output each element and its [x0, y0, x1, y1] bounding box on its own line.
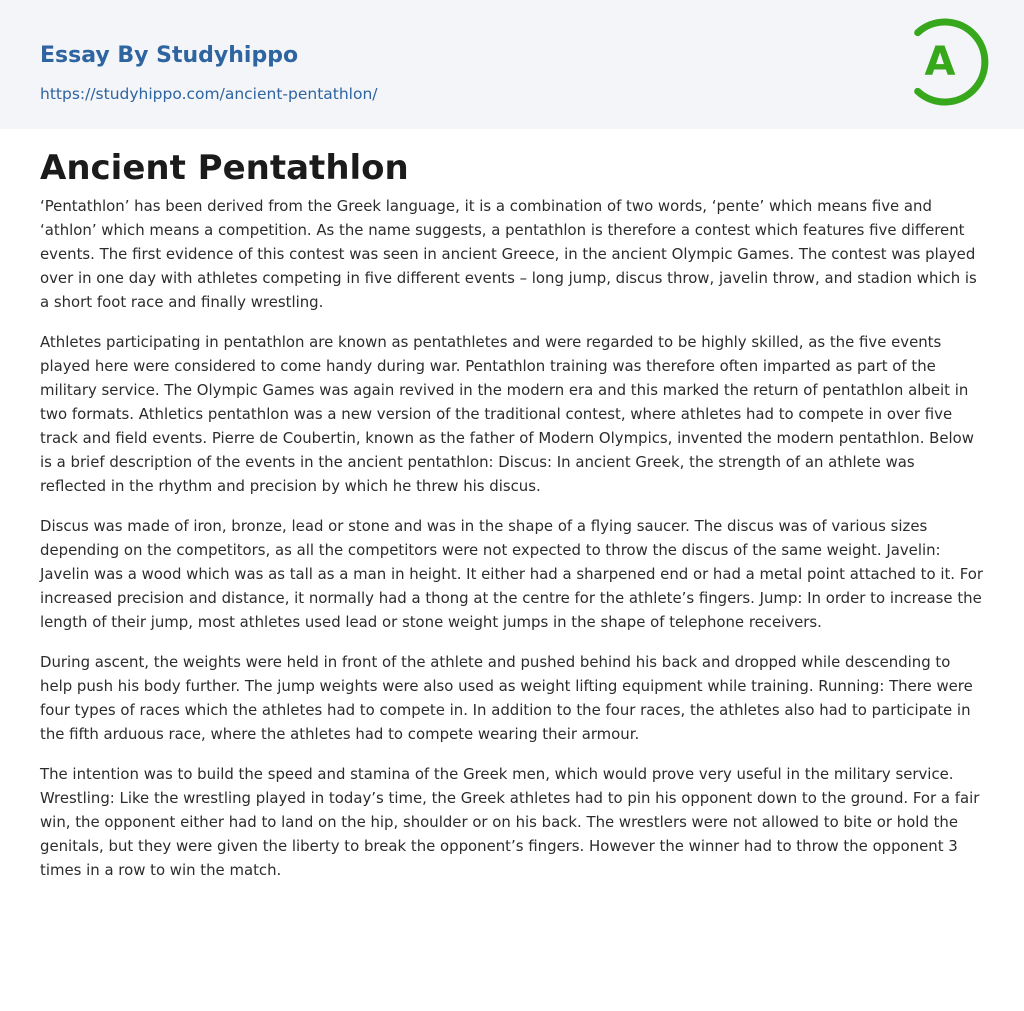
studyhippo-logo[interactable]	[900, 16, 992, 108]
paragraph: During ascent, the weights were held in front of the athlete and pushed behind his back and dropped while descending to help push his body further. The jump weights were also used as weight lifting equipment while training. Running: There were four types of races which the athletes had to compete in. In addition to the four races, the athletes also had to participate in the fifth arduous race, where the athletes had to compete wearing their armour.	[40, 653, 973, 743]
paragraph: The intention was to build the speed and stamina of the Greek men, which would prove very useful in the military service. Wrestling: Like the wrestling played in today’s time, the Greek athletes had to pin his opponent down to the ground. For a fair win, the opponent either had to land on the hip, shoulder or on his back. The wrestlers were not allowed to bite or hold the genitals, but they were given the liberty to break the opponent’s fingers. However the winner had to throw the opponent 3 times in a row to win the match.	[40, 765, 980, 879]
paragraph: Discus was made of iron, bronze, lead or stone and was in the shape of a flying saucer. The discus was of various sizes depending on the competitors, as all the competitors were not expected to throw the discus of the same weight. Javelin: Javelin was a wood which was as tall as a man in height. It either had a sharpened end or had a metal point attached to it. For increased precision and distance, it normally had a thong at the centre for the athlete’s fingers. Jump: In order to increase the length of their jump, most athletes used lead or stone weight jumps in the shape of telephone receivers.	[40, 517, 984, 631]
page-title: Ancient Pentathlon	[40, 148, 409, 188]
source-url-link[interactable]: https://studyhippo.com/ancient-pentathlon/	[40, 85, 378, 103]
site-header	[0, 0, 1024, 129]
paragraph: Athletes participating in pentathlon are known as pentathletes and were regarded to be highly skilled, as the five events played here were considered to come handy during war. Pentathlon training was therefore often imparted as part of the military service. The Olympic Games was again revived in the modern era and this marked the return of pentathlon albeit in two formats. Athletics pentathlon was a new version of the traditional contest, where athletes had to compete in over five track and field events. Pierre de Coubertin, known as the father of Modern Olympics, invented the modern pentathlon. Below is a brief description of the events in the ancient pentathlon: Discus: In ancient Greek, the strength of an athlete was reflected in the rhythm and precision by which he threw his discus.	[40, 333, 974, 495]
brand-title[interactable]: Essay By Studyhippo	[40, 43, 299, 68]
logo-letter: A	[924, 39, 956, 85]
article-body	[40, 194, 984, 898]
paragraph: ‘Pentathlon’ has been derived from the Greek language, it is a combination of two words, ‘pente’ which means five and ‘athlon’ which means a competition. As the name suggests, a pentathlon is therefore a contest which features five different events. The first evidence of this contest was seen in ancient Greece, in the ancient Olympic Games. The contest was played over in one day with athletes competing in five different events – long jump, discus throw, javelin throw, and stadion which is a short foot race and finally wrestling.	[40, 197, 977, 311]
